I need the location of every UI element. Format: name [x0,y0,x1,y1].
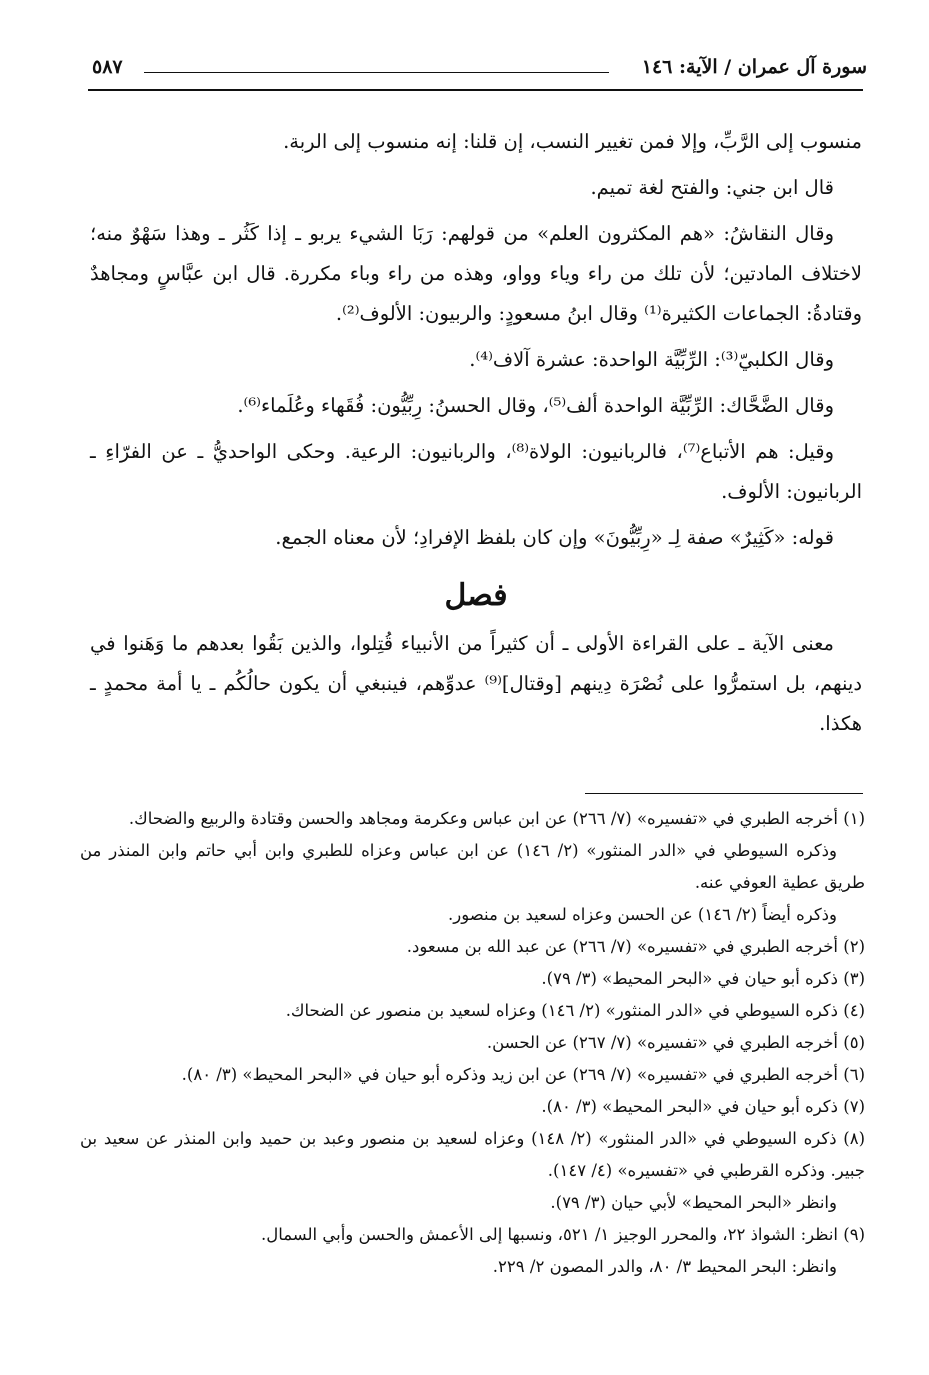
running-header [92,56,867,88]
footnote: (٨) ذكره السيوطي في «الدر المنثور» (٢/ ١٤٨) وعزاه لسعيد بن منصور وعبد بن حميد وابن المنذر عن سعيد بن جبير. وذكره القرطبي في «تفسيره» (٤/ ١٤٧). [80,1129,865,1180]
paragraph: منسوب إلى الرَّبِّ، وإلا فمن تغيير النسب، إن قلنا: إنه منسوب إلى الربة. [283,130,862,153]
footnote-continuation: وانظر «البحر المحيط» لأبي حيان (٣/ ٧٩). [550,1193,837,1212]
paragraph: قوله: «كَثِيرٌ» صفة لِـ «رِبِّيُّونَ» وإن كان بلفظ الإفرادِ؛ لأن معناه الجمع. [275,526,834,549]
footnote-continuation: وذكره السيوطي في «الدر المنثور» (٢/ ١٤٦) عن ابن عباس وعزاه للطبري وابن أبي حاتم وابن المنذر من طريق عطية العوفي عنه. [80,841,865,892]
header-title: سورة آل عمران / الآية: ١٤٦ [641,56,867,78]
footnote: (١) أخرجه الطبري في «تفسيره» (٧/ ٢٦٦) عن ابن عباس وعكرمة ومجاهد والحسن وقتادة والربيع والضحاك. [128,809,865,828]
footnote: (٩) انظر: الشواذ ٢٢، والمحرر الوجيز ١/ ٥٢١، ونسبها إلى الأعمش والحسن وأبي السمال. [260,1225,865,1244]
paragraph: قال ابن جني: والفتح لغة تميم. [590,176,834,199]
footnote-rule [585,793,863,794]
footnote-continuation: وذكره أيضاً (٢/ ١٤٦) عن الحسن وعزاه لسعيد بن منصور. [447,905,837,924]
paragraph: وقال الضَّحَّاك: الرِّبِّيَّة الواحدة ألف⁽⁵⁾، وقال الحسنُ: رِبِّيُّون: فُقَهاء وعُلَماء⁽⁶⁾. [237,394,834,417]
header-rule [88,89,863,91]
footnote: (٣) ذكره أبو حيان في «البحر المحيط» (٣/ ٧٩). [541,969,865,988]
footnote: (٧) ذكره أبو حيان في «البحر المحيط» (٣/ ٨٠). [541,1097,865,1116]
footnote: (٢) أخرجه الطبري في «تفسيره» (٧/ ٢٦٦) عن عبد الله بن مسعود. [406,937,865,956]
page-number: ٥٨٧ [92,56,123,78]
main-text [90,122,862,744]
paragraph: وقيل: هم الأتباع⁽⁷⁾، فالربانيون: الولاة⁽⁸⁾، والربانيون: الرعية. وحكى الواحديُّ ـ عن الفرّاءِ ـ الربانيون: الألوف. [90,440,862,503]
paragraph: وقال النقاشُ: «هم المكثرون العلم» من قولهم: رَبَا الشيء يربو ـ إذا كَثُر ـ وهذا سَهْوٌ منه؛ لاختلاف المادتين؛ لأن تلك من راء وياء وواو، وهذه من راء وباء مكررة. قال ابن عبَّاسٍ ومجاهدٌ وقتادةُ: الجماعات الكثيرة⁽¹⁾ وقال ابنُ مسعودٍ: والربيون: الألوف⁽²⁾. [90,222,862,325]
footnote: (٥) أخرجه الطبري في «تفسيره» (٧/ ٢٦٧) عن الحسن. [486,1033,865,1052]
footnotes [80,803,865,1283]
section-paragraph: معنى الآية ـ على القراءة الأولى ـ أن كثيراً من الأنبياء قُتِلوا، والذين بَقُوا بعدهم ما وَهَنوا في دينهم، بل استمرُّوا على نُصْرَة دِينهم [وقتال]⁽⁹⁾ عدوِّهم، فينبغي أن يكون حالُكُم ـ يا أمة محمدٍ ـ هكذا. [90,632,862,735]
header-dotted-leader [144,72,609,73]
paragraph: وقال الكلبيّ⁽³⁾: الرِّبِّيَّة الواحدة: عشرة آلاف⁽⁴⁾. [469,348,834,371]
footnote: (٤) ذكره السيوطي في «الدر المنثور» (٢/ ١٤٦) وعزاه لسعيد بن منصور عن الضحاك. [285,1001,865,1020]
footnote-continuation: وانظر: البحر المحيط ٣/ ٨٠، والدر المصون ٢/ ٢٢٩. [492,1257,837,1276]
footnote: (٦) أخرجه الطبري في «تفسيره» (٧/ ٢٦٩) عن ابن زيد وذكره أبو حيان في «البحر المحيط» (٣/ ٨٠). [181,1065,865,1084]
section-title: فصل [444,578,508,613]
